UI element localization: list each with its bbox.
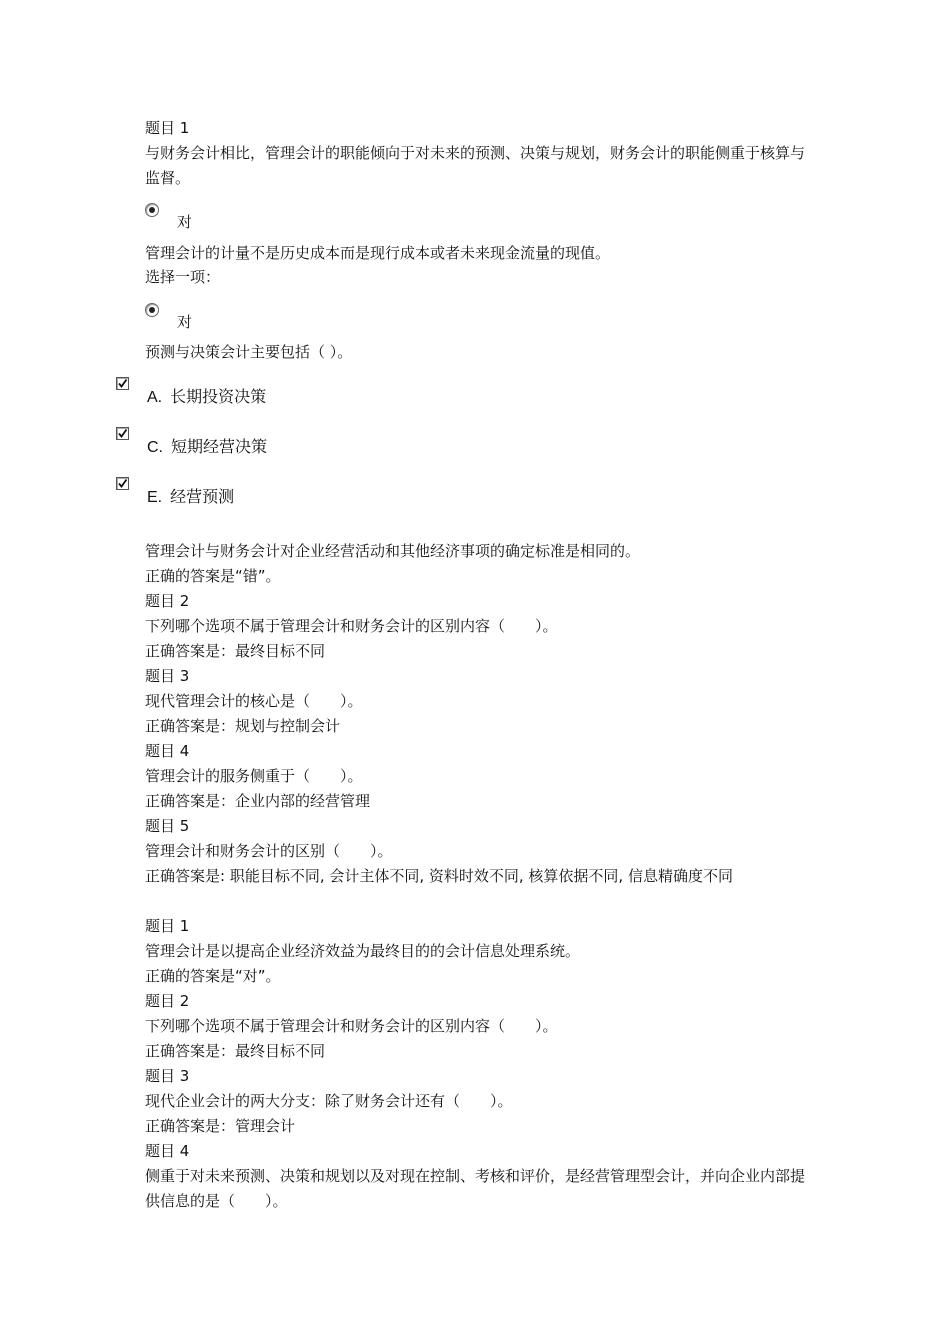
question-text: 管理会计与财务会计对企业经营活动和其他经济事项的确定标准是相同的。 [145, 542, 641, 560]
checkbox-checked-icon[interactable] [116, 477, 129, 490]
question-text: 预测与决策会计主要包括（ ）。 [145, 343, 353, 361]
option-letter: C. [147, 439, 163, 456]
answer-text: 正确的答案是“错”。 [145, 567, 281, 585]
question-header: 题目 4 [145, 1142, 190, 1160]
question-text: 侧重于对未来预测、决策和规划以及对现在控制、考核和评价，是经营管理型会计，并向企业内部提供信息的是（ ）。 [145, 1167, 806, 1210]
question-text: 管理会计的计量不是历史成本而是现行成本或者未来现金流量的现值。 [145, 244, 611, 262]
question-header: 题目 3 [145, 667, 190, 685]
option-text: 长期投资决策 [170, 387, 267, 406]
radio-option-label: 对 [177, 213, 193, 231]
option-letter: A. [147, 389, 163, 406]
answer-text: 正确答案是：管理会计 [145, 1117, 296, 1135]
radio-selected-icon[interactable] [145, 203, 159, 217]
checkbox-option-label [147, 486, 234, 509]
question-header: 题目 5 [145, 817, 190, 835]
question-header: 题目 1 [145, 119, 190, 137]
answer-text: 正确答案是：企业内部的经营管理 [145, 792, 371, 810]
question-text: 现代管理会计的核心是（ ）。 [145, 692, 363, 710]
question-text: 管理会计是以提高企业经济效益为最终目的的会计信息处理系统。 [145, 942, 581, 960]
question-header: 题目 2 [145, 992, 190, 1010]
question-text: 管理会计的服务侧重于（ ）。 [145, 767, 363, 785]
option-letter: E. [147, 489, 163, 506]
answer-text: 正确答案是：规划与控制会计 [145, 717, 341, 735]
question-header: 题目 2 [145, 592, 190, 610]
question-header: 题目 4 [145, 742, 190, 760]
question-text: 下列哪个选项不属于管理会计和财务会计的区别内容（ ）。 [145, 617, 558, 635]
question-text: 下列哪个选项不属于管理会计和财务会计的区别内容（ ）。 [145, 1017, 558, 1035]
option-text: 短期经营决策 [171, 437, 268, 456]
question-header: 题目 3 [145, 1067, 190, 1085]
answer-text: 正确答案是：最终目标不同 [145, 642, 326, 660]
checkbox-option-label [147, 436, 267, 459]
choose-one-prompt: 选择一项： [145, 268, 221, 286]
question-text: 与财务会计相比，管理会计的职能倾向于对未来的预测、决策与规划，财务会计的职能侧重于核算与监督。 [145, 144, 806, 187]
radio-option-label: 对 [177, 313, 193, 331]
checkbox-checked-icon[interactable] [116, 427, 129, 440]
question-text: 管理会计和财务会计的区别（ ）。 [145, 842, 393, 860]
question-text: 现代企业会计的两大分支：除了财务会计还有（ ）。 [145, 1092, 513, 1110]
radio-selected-icon[interactable] [145, 303, 159, 317]
question-header: 题目 1 [145, 917, 190, 935]
answer-text: 正确答案是：最终目标不同 [145, 1042, 326, 1060]
checkbox-option-label [147, 386, 266, 409]
option-text: 经营预测 [170, 487, 235, 506]
answer-text: 正确的答案是“对”。 [145, 967, 281, 985]
checkbox-checked-icon[interactable] [116, 377, 129, 390]
answer-text: 正确答案是: 职能目标不同, 会计主体不同, 资料时效不同, 核算依据不同, 信息精确度不同 [145, 867, 733, 885]
